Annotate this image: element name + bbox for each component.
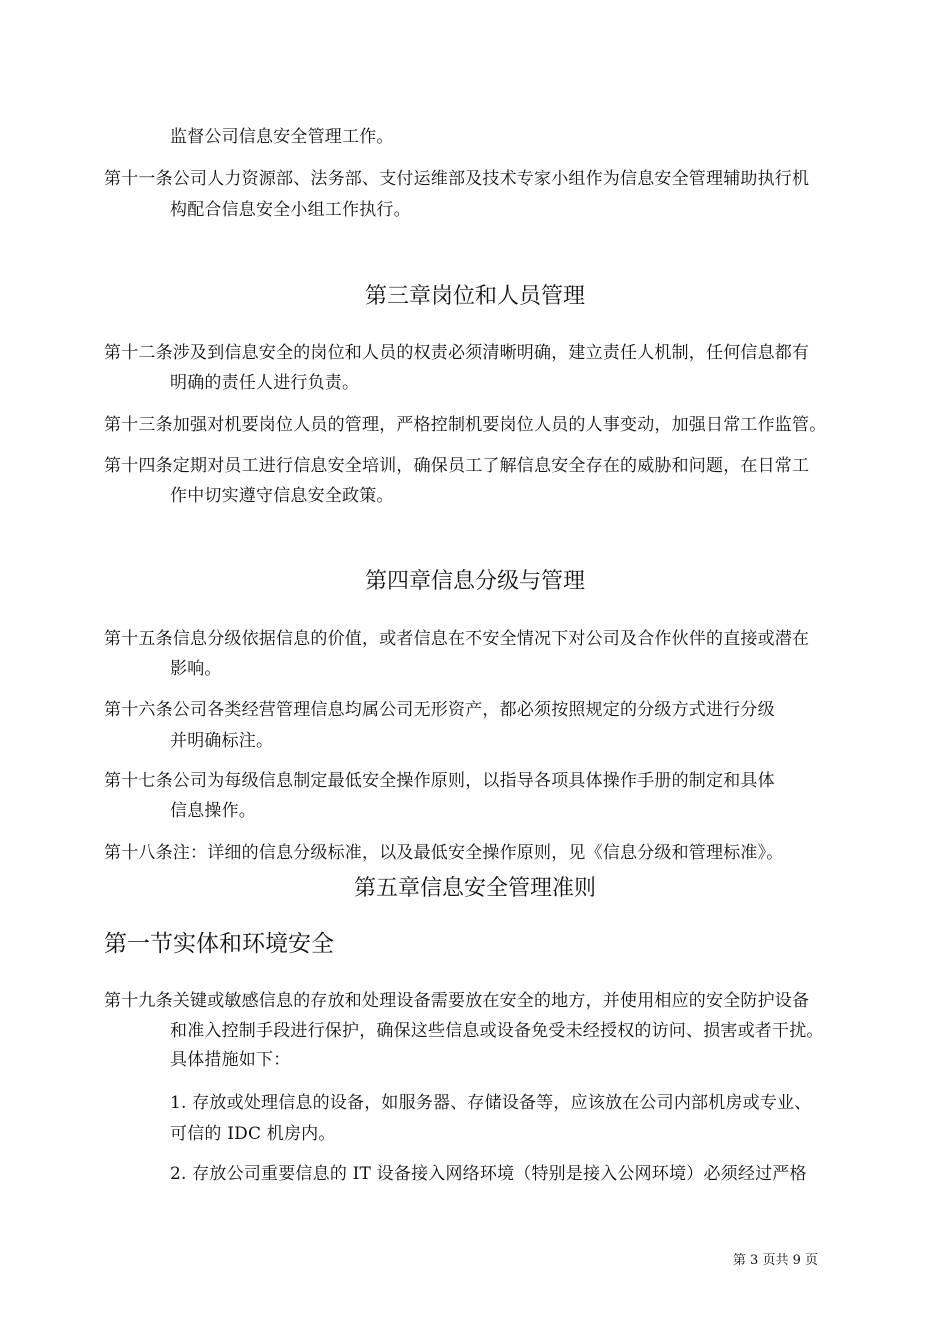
article-19-line-1: 第十九条关键或敏感信息的存放和处理设备需要放在安全的地方，并使用相应的安全防护设备 [104, 991, 810, 1011]
article-19-line-3: 具体措施如下： [170, 1050, 291, 1070]
page-number-footer: 第 3 页共 9 页 [732, 1253, 818, 1268]
article-14-line-1: 第十四条定期对员工进行信息安全培训，确保员工了解信息安全存在的威胁和问题，在日常工 [104, 456, 810, 476]
list-item-1-line-1: 1. 存放或处理信息的设备，如服务器、存储设备等，应该放在公司内部机房或专业、 [170, 1093, 812, 1113]
paragraph-line: 监督公司信息安全管理工作。 [170, 127, 394, 147]
chapter-3-heading: 第三章岗位和人员管理 [364, 284, 585, 309]
article-17-line-2: 信息操作。 [170, 801, 256, 821]
list-item-2-line-1: 2. 存放公司重要信息的 IT 设备接入网络环境（特别是接入公网环境）必须经过严格 [170, 1164, 807, 1184]
article-14-line-2: 作中切实遵守信息安全政策。 [170, 486, 394, 506]
article-12-line-1: 第十二条涉及到信息安全的岗位和人员的权责必须清晰明确，建立责任人机制，任何信息都有 [104, 343, 810, 363]
article-15-line-2: 影响。 [170, 659, 222, 679]
article-18-line-1: 第十八条注：详细的信息分级标准，以及最低安全操作原则，见《信息分级和管理标准》。 [104, 843, 784, 863]
article-16-line-2: 并明确标注。 [170, 731, 274, 751]
section-1-heading: 第一节实体和环境安全 [104, 931, 334, 957]
article-11-line-2: 构配合信息安全小组工作执行。 [170, 200, 411, 220]
article-11-line-1: 第十一条公司人力资源部、法务部、支付运维部及技术专家小组作为信息安全管理辅助执行机 [104, 169, 810, 189]
article-17-line-1: 第十七条公司为每级信息制定最低安全操作原则，以指导各项具体操作手册的制定和具体 [104, 771, 775, 791]
chapter-4-heading: 第四章信息分级与管理 [364, 569, 585, 594]
article-16-line-1: 第十六条公司各类经营管理信息均属公司无形资产，都必须按照规定的分级方式进行分级 [104, 700, 775, 720]
chapter-5-heading: 第五章信息安全管理准则 [353, 876, 596, 901]
article-12-line-2: 明确的责任人进行负责。 [170, 373, 360, 393]
list-item-1-line-2: 可信的 IDC 机房内。 [170, 1124, 336, 1144]
article-13-line-1: 第十三条加强对机要岗位人员的管理，严格控制机要岗位人员的人事变动，加强日常工作监管。 [104, 415, 827, 435]
article-19-line-2: 和准入控制手段进行保护，确保这些信息或设备免受未经授权的访问、损害或者干扰。 [170, 1021, 824, 1041]
article-15-line-1: 第十五条信息分级依据信息的价值，或者信息在不安全情况下对公司及合作伙伴的直接或潜在 [104, 629, 810, 649]
